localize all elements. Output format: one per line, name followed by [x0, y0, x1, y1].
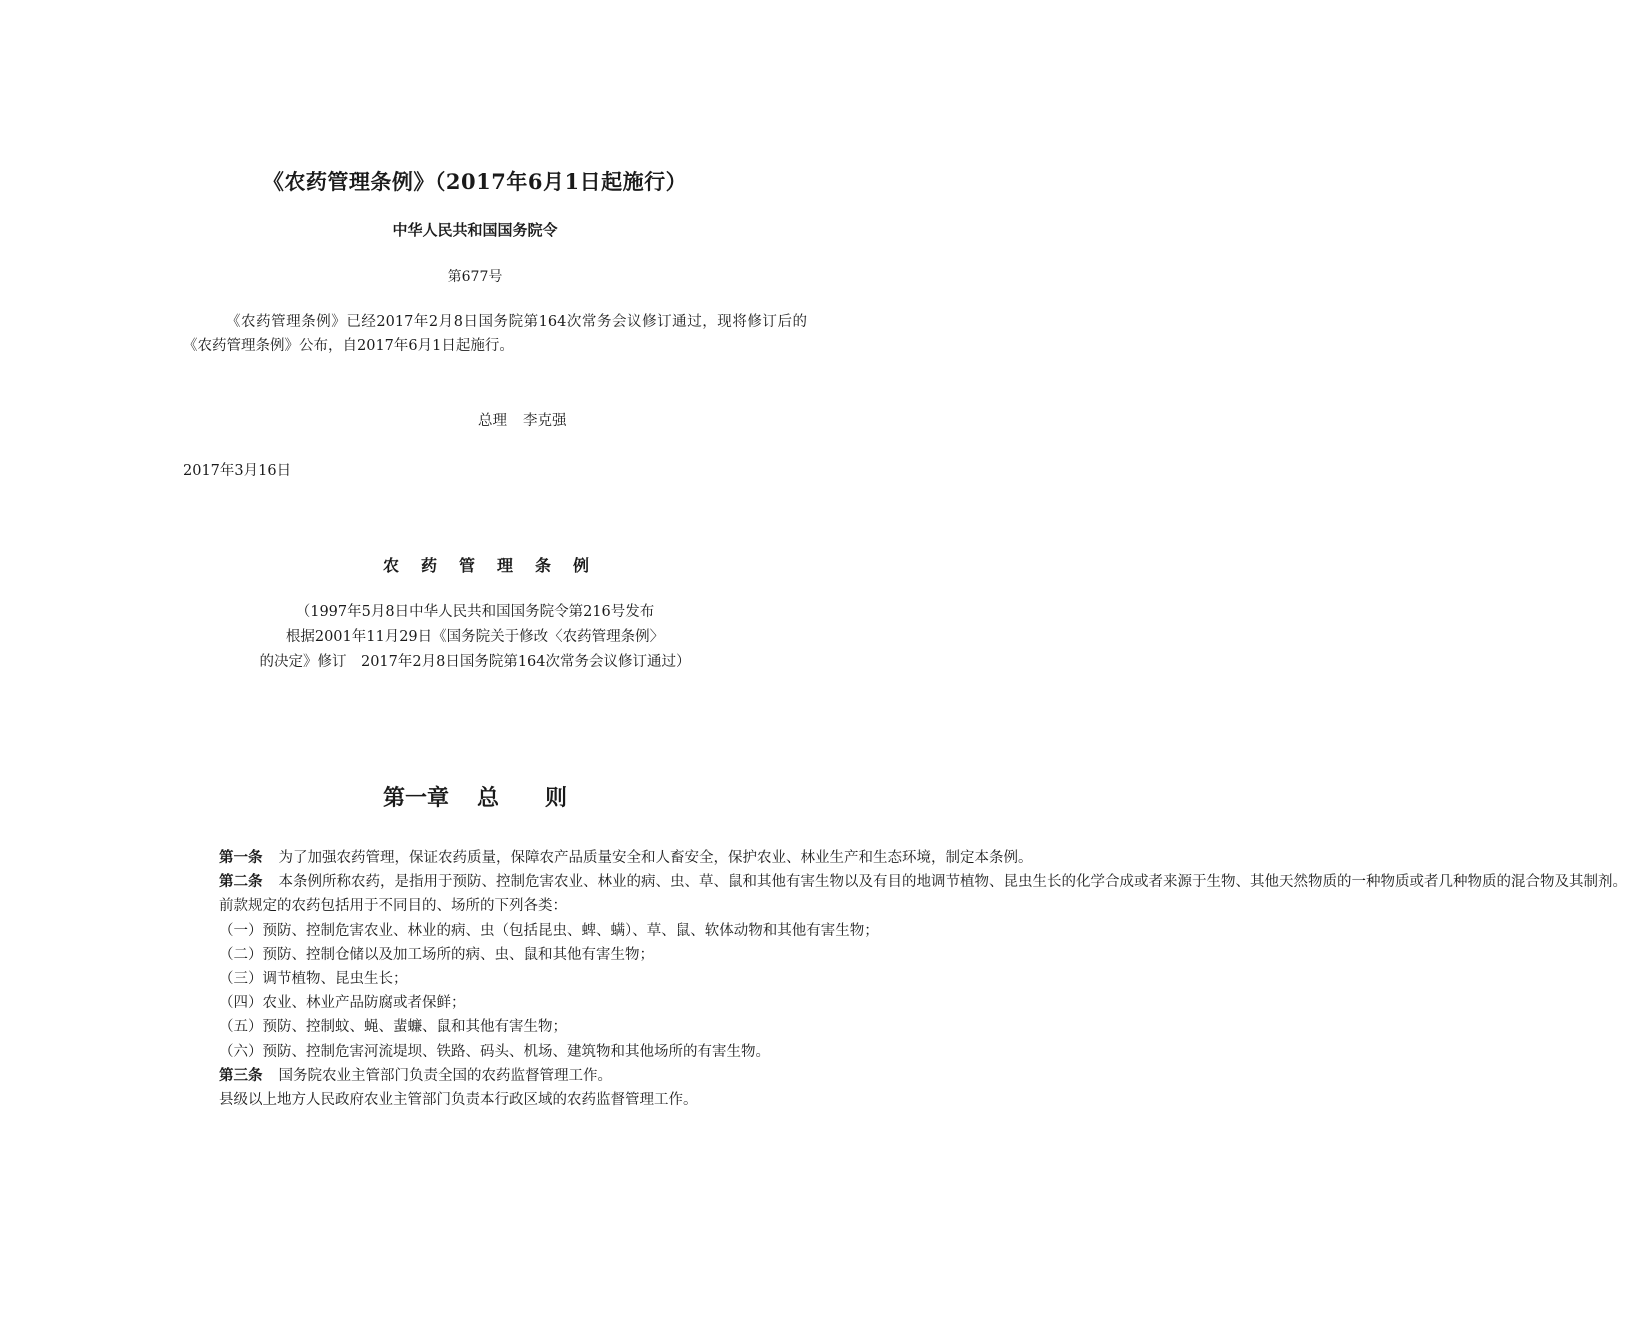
- article-text: 为了加强农药管理，保证农药质量，保障农产品质量安全和人畜安全，保护农业、林业生产和生态环境，制定本条例。: [278, 850, 1033, 866]
- article-paragraph: [183, 991, 807, 1015]
- history-line-1: （1997年5月8日中华人民共和国国务院令第216号发布: [295, 604, 655, 620]
- article-paragraph: [183, 1015, 807, 1039]
- chapter-heading: [0, 781, 950, 812]
- history-line-2: 根据2001年11月29日《国务院关于修改〈农药管理条例〉: [285, 629, 665, 645]
- article-text: 国务院农业主管部门负责全国的农药监督管理工作。: [278, 1067, 612, 1084]
- sign-date: 2017年3月16日: [183, 463, 292, 479]
- article-label: 第二条: [219, 873, 263, 891]
- document-title: 《农药管理条例》（2017年6月1日起施行）: [262, 169, 688, 194]
- order-number: 第677号: [447, 269, 503, 285]
- history-line-3: 的决定》修订 2017年2月8日国务院第164次常务会议修订通过）: [259, 654, 691, 670]
- article-text: （六）预防、控制危害河流堤坝、铁路、码头、机场、建筑物和其他场所的有害生物。: [219, 1043, 770, 1060]
- article-text: （二）预防、控制仓储以及加工场所的病、虫、鼠和其他有害生物；: [219, 946, 654, 963]
- article-text: （三）调节植物、昆虫生长；: [219, 971, 408, 988]
- chapter-title-part1: 总: [476, 785, 499, 811]
- preamble-text: 《农药管理条例》已经2017年2月8日国务院第164次常务会议修订通过，现将修订后的《农药管理条例》公布，自2017年6月1日起施行。: [183, 314, 807, 354]
- articles-body: [183, 846, 1627, 1112]
- article-text: （五）预防、控制蚊、蝇、蜚蠊、鼠和其他有害生物；: [219, 1019, 567, 1036]
- signature-line: [478, 409, 567, 430]
- article-paragraph: [183, 967, 807, 991]
- regulation-title: 农药管理条例: [382, 556, 611, 575]
- signer-title: 总理: [478, 413, 507, 429]
- article-label: 第三条: [219, 1066, 263, 1084]
- article-paragraph: [183, 1088, 807, 1112]
- article-text: 本条例所称农药，是指用于预防、控制危害农业、林业的病、虫、草、鼠和其他有害生物以及有目的地调节植物、昆虫生长的化学合成或者来源于生物、其他天然物质的一种物质或者几种物质的混合物及其制剂。: [278, 874, 1627, 891]
- issuer-name: 中华人民共和国国务院令: [392, 221, 558, 239]
- article-paragraph: [183, 846, 1033, 870]
- article-paragraph: [183, 943, 807, 967]
- article-paragraph: [183, 1040, 807, 1064]
- article-text: （四）农业、林业产品防腐或者保鲜；: [219, 995, 466, 1012]
- article-text: 县级以上地方人民政府农业主管部门负责本行政区域的农药监督管理工作。: [219, 1092, 698, 1109]
- article-paragraph: [183, 919, 879, 943]
- article-paragraph: [183, 870, 1627, 894]
- preamble: [183, 310, 807, 358]
- article-text: 前款规定的农药包括用于不同目的、场所的下列各类：: [219, 898, 567, 915]
- chapter-number: 第一章: [382, 785, 449, 811]
- article-paragraph: [183, 894, 807, 918]
- chapter-title-part2: 则: [545, 785, 568, 811]
- article-text: （一）预防、控制危害农业、林业的病、虫（包括昆虫、蜱、螨）、草、鼠、软体动物和其他有害生物；: [219, 922, 879, 939]
- article-label: 第一条: [219, 849, 263, 866]
- article-paragraph: [183, 1064, 807, 1088]
- signer-name: 李克强: [523, 413, 567, 429]
